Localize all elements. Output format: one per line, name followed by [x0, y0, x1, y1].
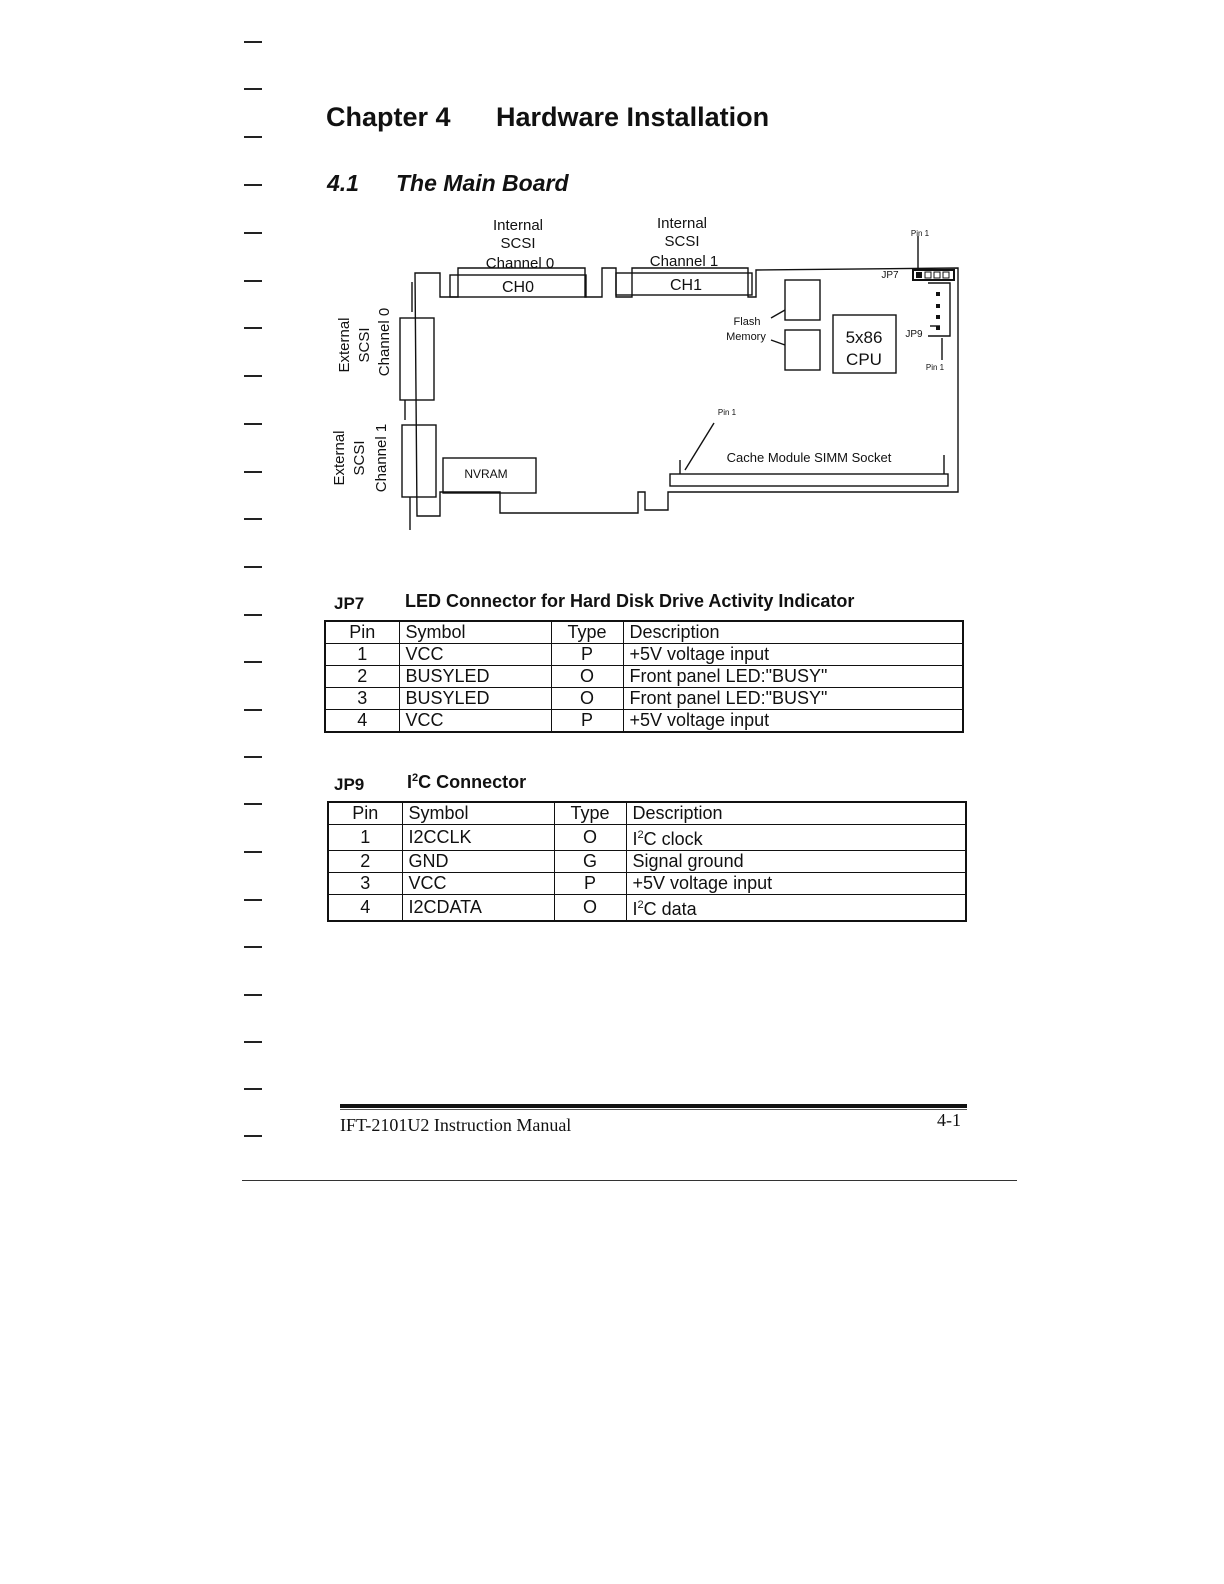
pin-cell: 1 — [325, 644, 399, 666]
table-row — [325, 688, 963, 710]
column-header-pin: Pin — [325, 621, 399, 644]
type-cell: P — [551, 644, 623, 666]
internal-scsi1-label-line2: SCSI — [664, 233, 700, 250]
cache-socket-label: Cache Module SIMM Socket — [726, 450, 892, 465]
page-edge-line — [242, 1180, 1017, 1181]
pin-cell: 3 — [325, 688, 399, 710]
jp7-board-label: JP7 — [881, 270, 899, 281]
column-header-type: Type — [554, 802, 626, 825]
table-row — [328, 851, 966, 873]
table-header-row — [328, 802, 966, 825]
jp9-board-label: JP9 — [905, 329, 923, 340]
table-row — [328, 873, 966, 895]
cpu-model-label: 5x86 — [845, 328, 883, 347]
symbol-cell: VCC — [399, 644, 551, 666]
description-cell: Front panel LED:"BUSY" — [623, 666, 963, 688]
table-row — [328, 825, 966, 851]
page-number: 4-1 — [937, 1110, 961, 1130]
external-scsi0-line3: Channel 0 — [376, 307, 393, 377]
column-header-description: Description — [623, 621, 963, 644]
flash-label: Flash — [733, 316, 761, 328]
table-header-row — [325, 621, 963, 644]
description-cell: $I^2C$ clock — [626, 825, 966, 851]
internal-scsi0-label-line1: Internal — [492, 217, 544, 234]
external-scsi1-line1: External — [331, 430, 348, 486]
pin1-top-label: Pin 1 — [910, 229, 930, 238]
jp7-pin-table — [324, 620, 964, 733]
jp9-section-label: JP9 — [334, 775, 365, 794]
type-cell: P — [551, 710, 623, 733]
cache-simm-socket — [670, 474, 948, 486]
symbol-cell: I2CDATA — [402, 895, 554, 922]
chapter-number: Chapter 4 — [326, 102, 451, 132]
pin-cell: 2 — [328, 851, 402, 873]
flash-chip-1 — [785, 280, 820, 320]
section-title: The Main Board — [396, 170, 569, 196]
pin-cell: 3 — [328, 873, 402, 895]
pin1-cache-label: Pin 1 — [717, 408, 737, 417]
pin-cell: 1 — [328, 825, 402, 851]
column-header-symbol: Symbol — [402, 802, 554, 825]
table-row — [325, 710, 963, 733]
column-header-pin: Pin — [328, 802, 402, 825]
table-row — [325, 644, 963, 666]
type-cell: P — [554, 873, 626, 895]
footer-rule-thin — [340, 1109, 967, 1110]
pin1-right-label: Pin 1 — [925, 363, 945, 372]
symbol-cell: GND — [402, 851, 554, 873]
symbol-cell: BUSYLED — [399, 666, 551, 688]
chapter-title: Hardware Installation — [496, 102, 770, 132]
ch1-label: CH1 — [669, 277, 703, 294]
section-number: 4.1 — [327, 170, 359, 196]
internal-scsi1-label-line3: Channel 1 — [649, 253, 719, 270]
symbol-cell: BUSYLED — [399, 688, 551, 710]
main-board-diagram — [320, 200, 980, 540]
symbol-cell: VCC — [402, 873, 554, 895]
jp7-section-label: JP7 — [334, 594, 365, 613]
description-cell: +5V voltage input — [623, 644, 963, 666]
pin-cell: 4 — [325, 710, 399, 733]
jp7-section-title: LED Connector for Hard Disk Drive Activity Indicator — [405, 591, 855, 611]
column-header-description: Description — [626, 802, 966, 825]
description-cell: $I^2C$ data — [626, 895, 966, 922]
description-cell: Front panel LED:"BUSY" — [623, 688, 963, 710]
description-cell: Signal ground — [626, 851, 966, 873]
table-row — [328, 895, 966, 922]
pin-cell: 4 — [328, 895, 402, 922]
column-header-type: Type — [551, 621, 623, 644]
jp9-pin-table — [327, 801, 967, 922]
external-scsi0-line2: SCSI — [356, 327, 373, 363]
ch0-label: CH0 — [501, 279, 535, 296]
type-cell: O — [551, 666, 623, 688]
flash-chip-2 — [785, 330, 820, 370]
internal-scsi0-label-line3: Channel 0 — [485, 255, 555, 272]
internal-scsi0-label-line2: SCSI — [500, 235, 536, 252]
table-row — [325, 666, 963, 688]
external-scsi1-line3: Channel 1 — [373, 423, 390, 493]
description-cell: +5V voltage input — [626, 873, 966, 895]
symbol-cell: VCC — [399, 710, 551, 733]
type-cell: O — [554, 825, 626, 851]
external-scsi1-line2: SCSI — [351, 440, 368, 476]
external-channel0-connector — [400, 318, 434, 400]
jp9-section-title: $I^2C$ Connector — [407, 772, 527, 792]
type-cell: O — [551, 688, 623, 710]
column-header-symbol: Symbol — [399, 621, 551, 644]
pin-cell: 2 — [325, 666, 399, 688]
footer-rule — [340, 1104, 967, 1108]
internal-scsi1-label-line1: Internal — [656, 215, 708, 232]
footer-manual-title: IFT-2101U2 Instruction Manual — [340, 1115, 572, 1135]
description-cell: +5V voltage input — [623, 710, 963, 733]
symbol-cell: I2CCLK — [402, 825, 554, 851]
type-cell: O — [554, 895, 626, 922]
type-cell: G — [554, 851, 626, 873]
external-scsi0-line1: External — [336, 317, 353, 373]
cpu-label: CPU — [846, 350, 882, 369]
external-channel1-connector — [402, 425, 436, 497]
nvram-label: NVRAM — [464, 467, 508, 481]
memory-label: Memory — [726, 331, 766, 343]
